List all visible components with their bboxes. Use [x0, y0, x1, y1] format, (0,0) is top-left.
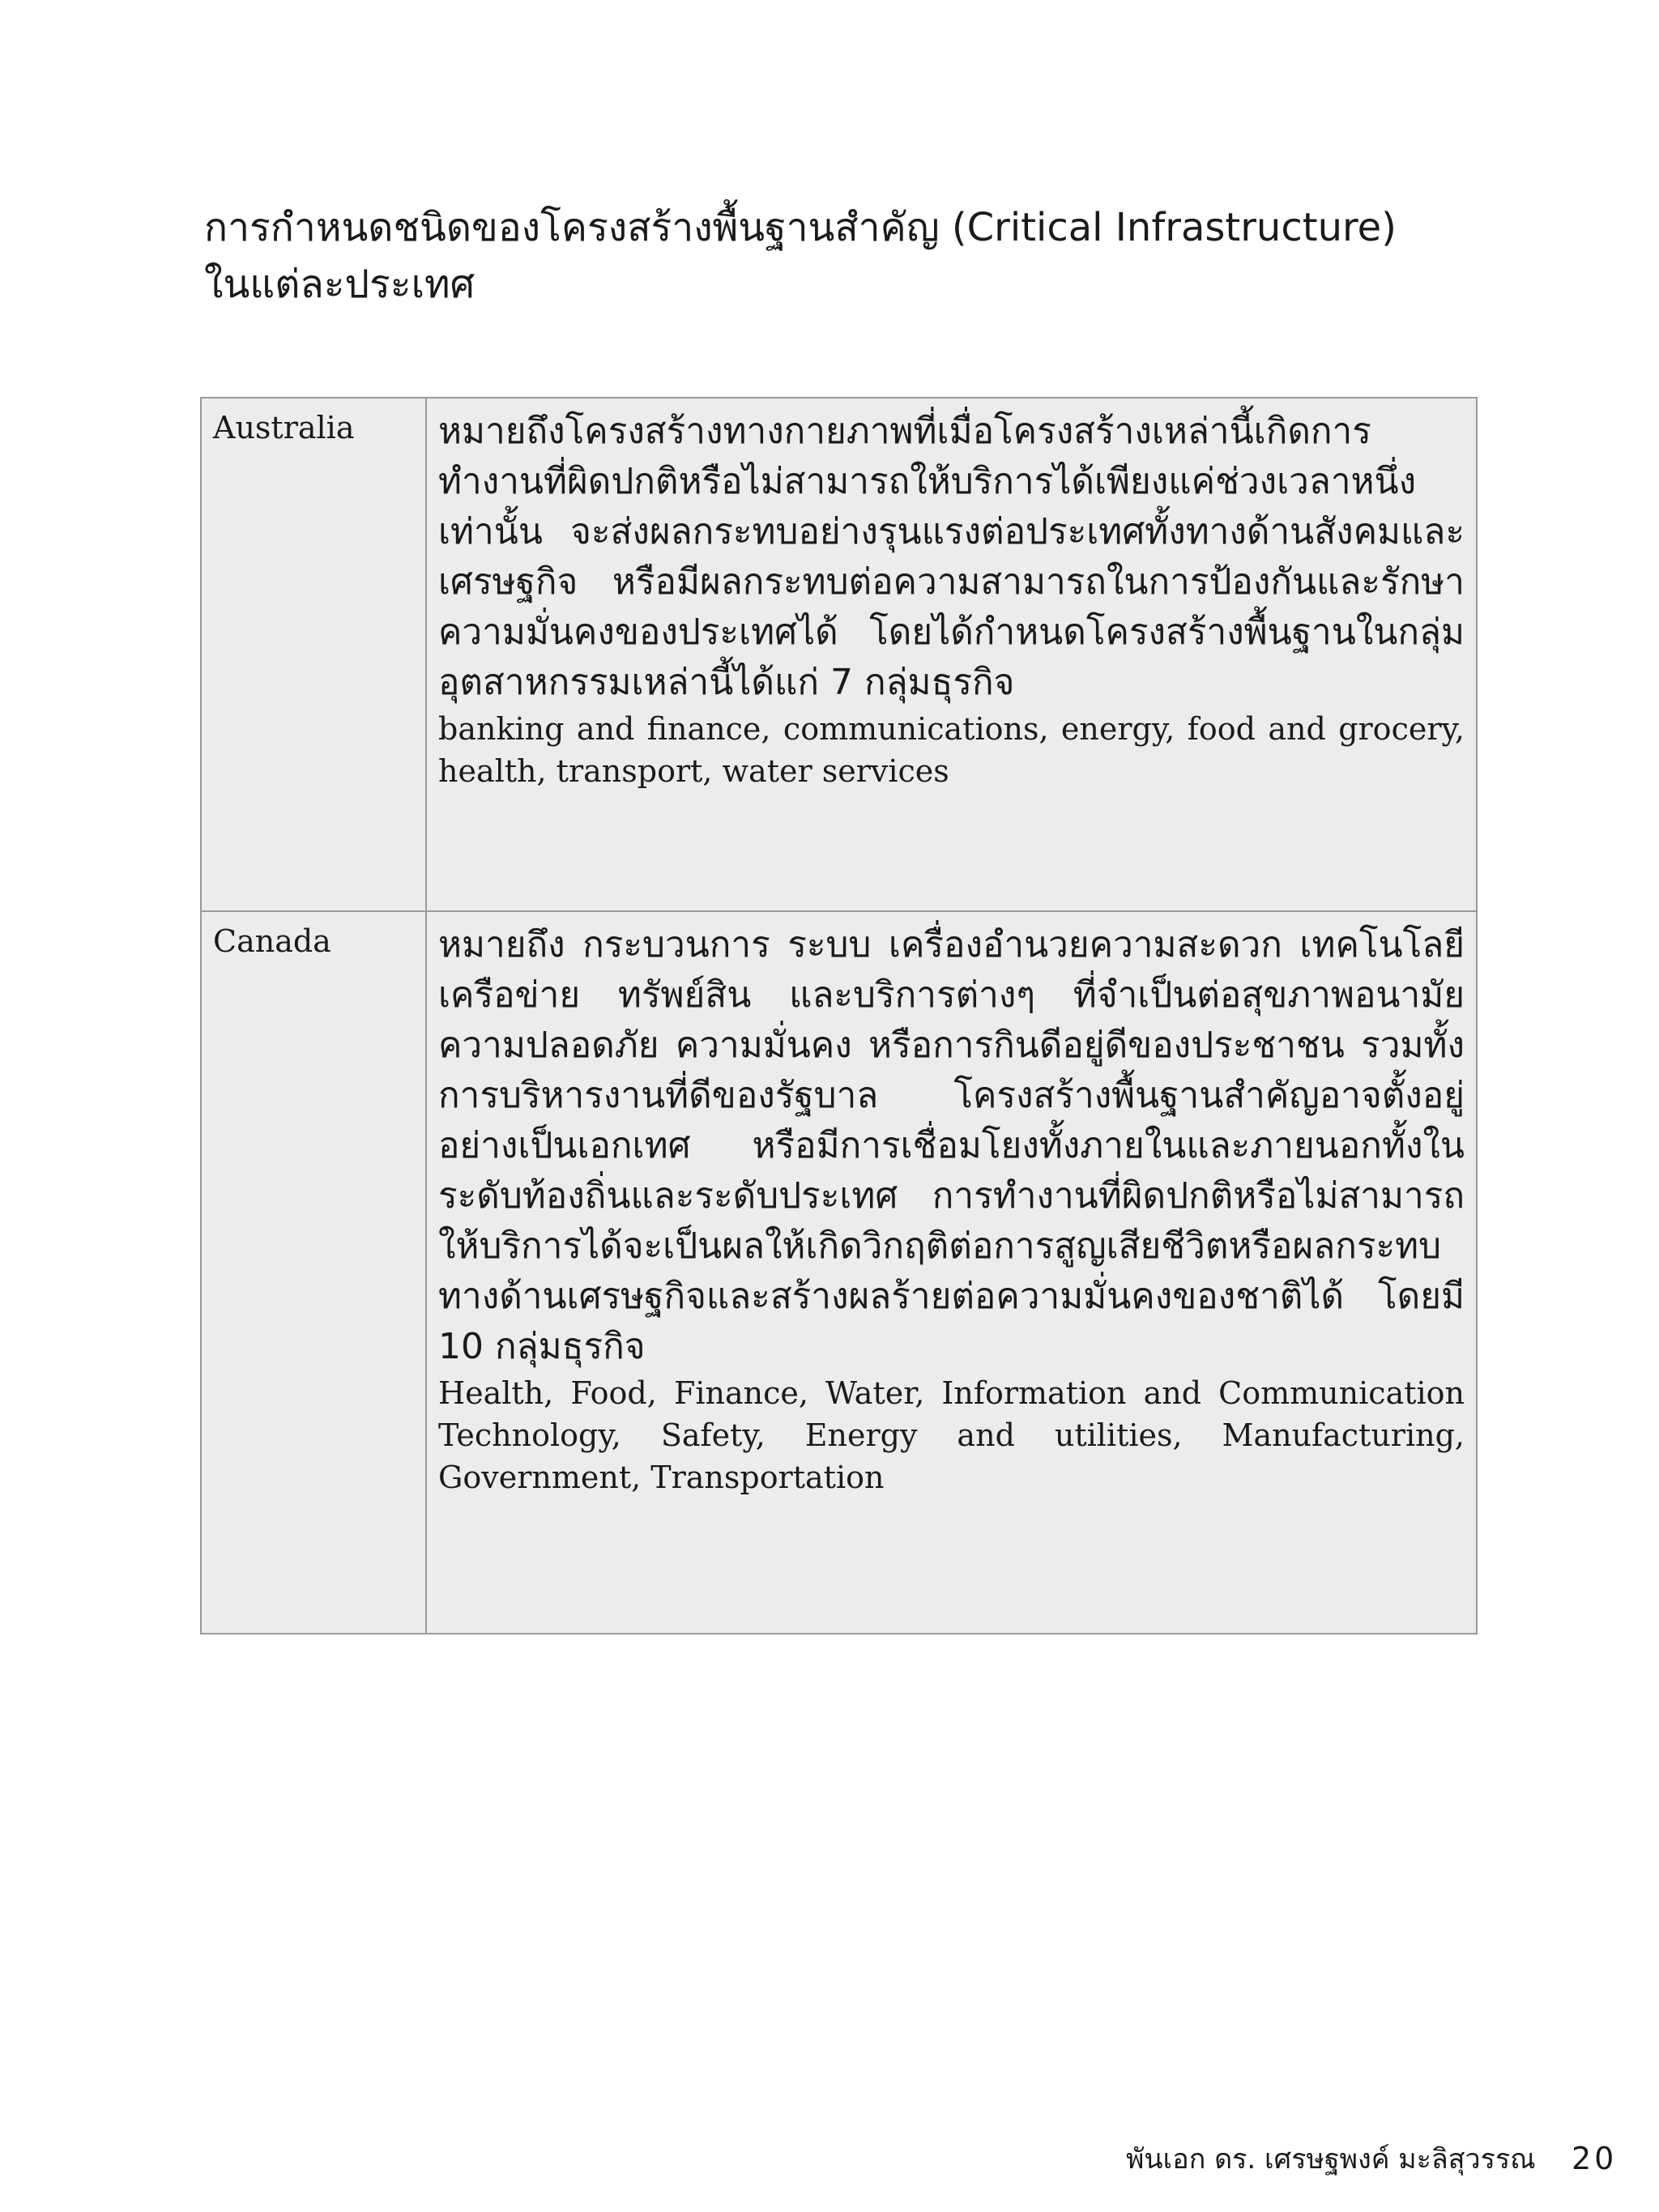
description-cell-canada [426, 911, 1477, 1634]
description-thai-australia: หมายถึงโครงสร้างทางกายภาพที่เมื่อโครงสร้างเหล่านี้เกิดการทำงานที่ผิดปกติหรือไม่สามารถให้บริการได้เพียงแค่ช่วงเวลาหนึ่งเท่านั้น จะส่งผลกระทบอย่างรุนแรงต่อประเทศทั้งทางด้านสังคมและเศรษฐกิจ หรือมีผลกระทบต่อความสามารถในการป้องกันและรักษาความมั่นคงของประเทศได้ โดยได้กำหนดโครงสร้างพื้นฐานในกลุ่มอุตสาหกรรมเหล่านี้ได้แก่ 7 กลุ่มธุรกิจ [438, 411, 1465, 703]
page-title [204, 199, 1500, 313]
footer-author: พันเอก ดร. เศรษฐพงค์ มะลิสุวรรณ [1126, 2143, 1536, 2176]
page-title-line-1: การกำหนดชนิดของโครงสร้างพื้นฐานสำคัญ (Critical Infrastructure) [204, 205, 1397, 250]
table-row-australia [201, 398, 1477, 911]
description-thai-canada: หมายถึง กระบวนการ ระบบ เครื่องอำนวยความสะดวก เทคโนโลยี เครือข่าย ทรัพย์สิน และบริการต่างๆ ที่จำเป็นต่อสุขภาพอนามัย ความปลอดภัย ความมั่นคง หรือการกินดีอยู่ดีของประชาชน รวมทั้งการบริหารงานที่ดีของรัฐบาล โครงสร้างพื้นฐานสำคัญอาจตั้งอยู่อย่างเป็นเอกเทศ หรือมีการเชื่อมโยงทั้งภายในและภายนอกทั้งในระดับท้องถิ่นและระดับประเทศ การทำงานที่ผิดปกติหรือไม่สามารถให้บริการได้จะเป็นผลให้เกิดวิกฤติต่อการสูญเสียชีวิตหรือผลกระทบทางด้านเศรษฐกิจและสร้างผลร้ายต่อความมั่นคงของชาติได้ โดยมี 10 กลุ่มธุรกิจ [438, 924, 1465, 1367]
table-row-canada [201, 911, 1477, 1634]
description-cell-australia [426, 398, 1477, 911]
critical-infrastructure-table [200, 397, 1478, 1634]
description-english-australia: banking and finance, communications, energy, food and grocery, health, transport, water services [438, 711, 1465, 789]
page-title-line-2: ในแต่ละประเทศ [204, 262, 476, 307]
country-cell-australia: Australia [201, 398, 426, 911]
country-cell-canada: Canada [201, 911, 426, 1634]
description-english-canada: Health, Food, Finance, Water, Information and Communication Technology, Safety, Energy and utilities, Manufacturing, Government, Transportation [438, 1375, 1465, 1495]
page-number: 20 [1572, 2141, 1618, 2176]
